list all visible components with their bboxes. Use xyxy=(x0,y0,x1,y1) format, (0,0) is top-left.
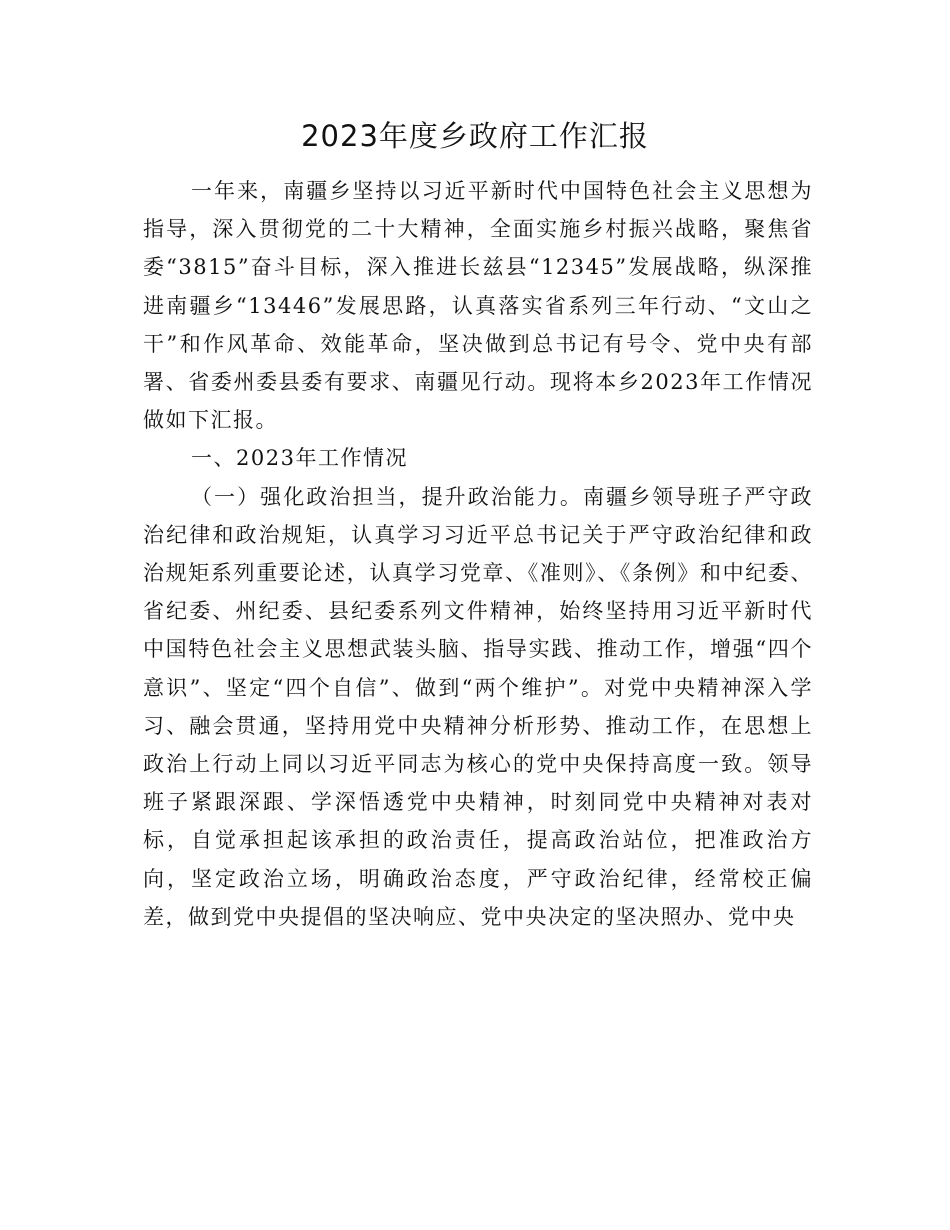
document-body xyxy=(143,172,813,936)
section-paragraph: （一）强化政治担当，提升政治能力。南疆乡领导班子严守政治纪律和政治规矩，认真学习习近平总书记关于严守政治纪律和政治规矩系列重要论述，认真学习党章、《准则》、《条例》和中纪委、省纪委、州纪委、县纪委系列文件精神，始终坚持用习近平新时代中国特色社会主义思想武装头脑、指导实践、推动工作，增强“四个意识”、坚定“四个自信”、做到“两个维护”。对党中央精神深入学习、融会贯通，坚持用党中央精神分析形势、推动工作，在思想上政治上行动上同以习近平同志为核心的党中央保持高度一致。领导班子紧跟深跟、学深悟透党中央精神，时刻同党中央精神对表对标，自觉承担起该承担的政治责任，提高政治站位，把准政治方向，坚定政治立场，明确政治态度，严守政治纪律，经常校正偏差，做到党中央提倡的坚决响应、党中央决定的坚决照办、党中央 xyxy=(143,484,813,929)
document-title: 2023年度乡政府工作汇报 xyxy=(301,119,649,153)
section-heading: 一、2023年工作情况 xyxy=(191,446,408,471)
intro-paragraph: 一年来，南疆乡坚持以习近平新时代中国特色社会主义思想为指导，深入贯彻党的二十大精神，全面实施乡村振兴战略，聚焦省委“3815”奋斗目标，深入推进长兹县“12345”发展战略，纵深推进南疆乡“13446”发展思路，认真落实省系列三年行动、“文山之干”和作风革命、效能革命，坚决做到总书记有号令、党中央有部署、省委州委县委有要求、南疆见行动。现将本乡2023年工作情况做如下汇报。 xyxy=(143,179,813,433)
